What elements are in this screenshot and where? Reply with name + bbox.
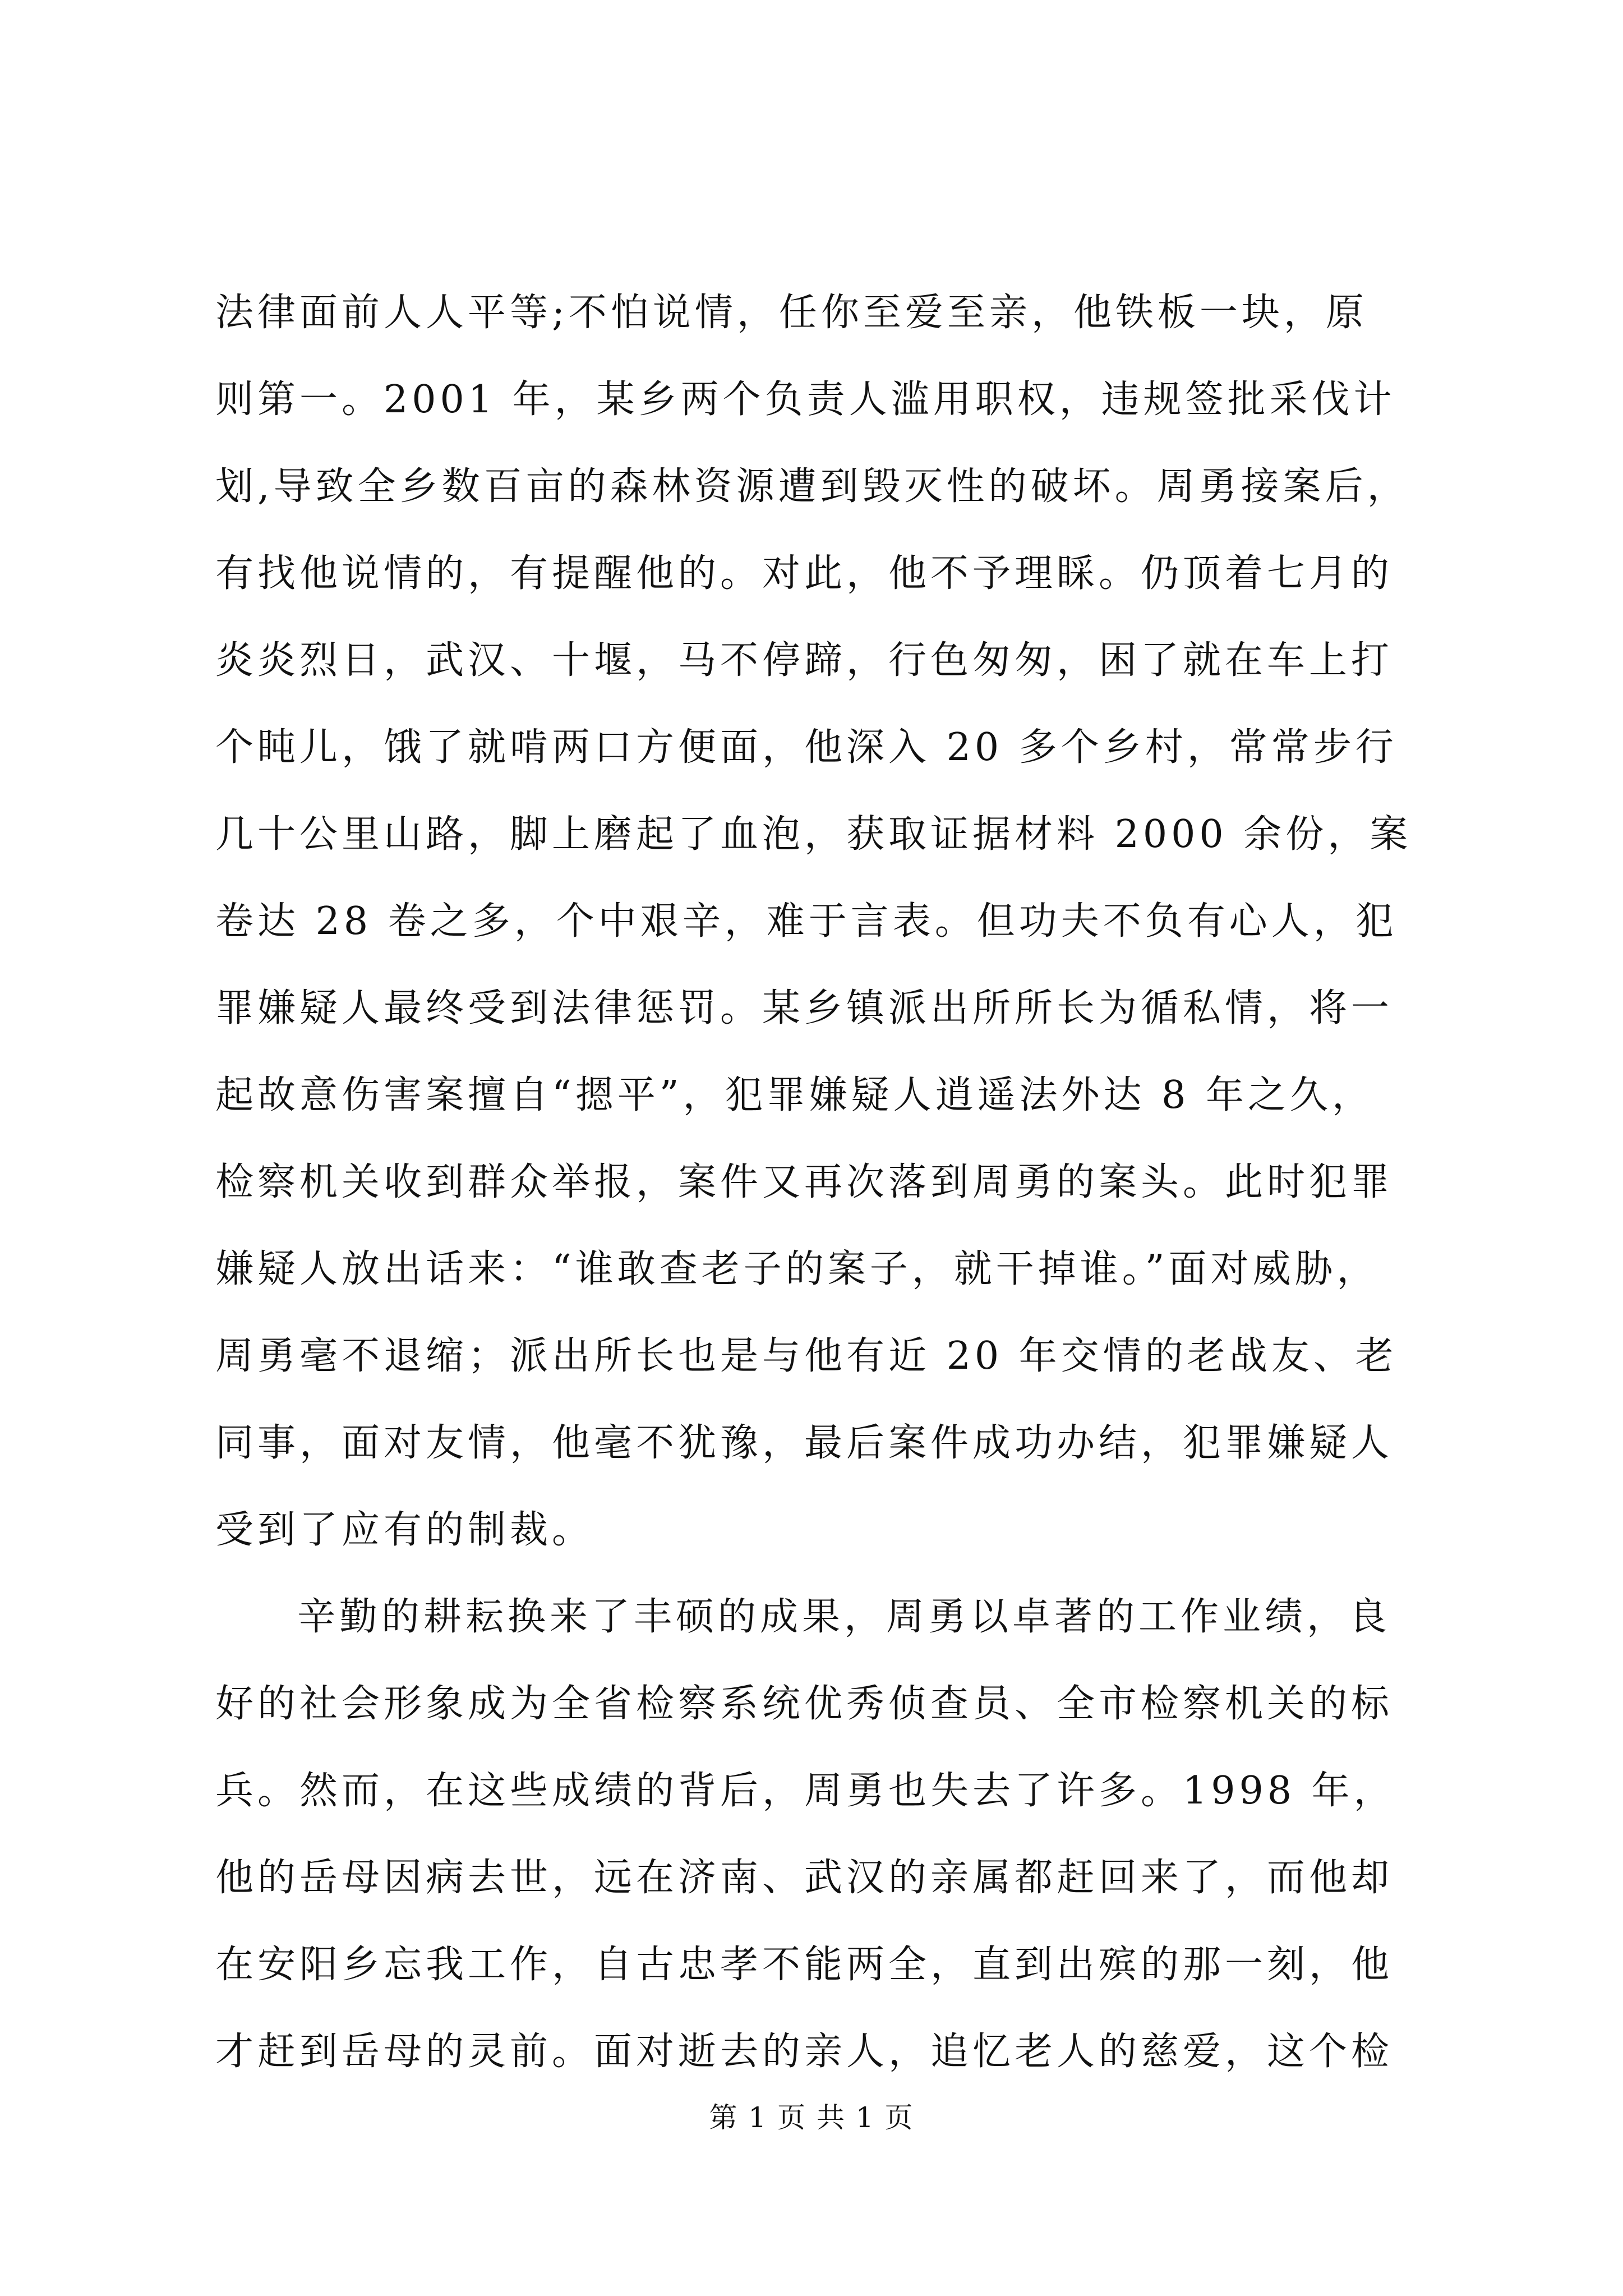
text-line: 嫌疑人放出话来：“谁敢查老子的案子，就干掉谁。”面对威胁， bbox=[215, 1247, 1379, 1291]
text-line: 则第一。2001 年，某乡两个负责人滥用职权，违规签批采伐计 bbox=[215, 378, 1396, 422]
body-text bbox=[215, 269, 1415, 2095]
page-number-footer: 第 1 页 共 1 页 bbox=[709, 2101, 914, 2134]
text-line: 几十公里山路，脚上磨起了血泡，获取证据材料 2000 余份，案 bbox=[215, 812, 1412, 857]
text-line: 检察机关收到群众举报，案件又再次落到周勇的案头。此时犯罪 bbox=[215, 1160, 1394, 1204]
text-line: 炎炎烈日，武汉、十堰，马不停蹄，行色匆匆，困了就在车上打 bbox=[215, 638, 1394, 683]
text-line: 罪嫌疑人最终受到法律惩罚。某乡镇派出所所长为循私情，将一 bbox=[215, 986, 1394, 1030]
text-line: 卷达 28 卷之多，个中艰辛，难于言表。但功夫不负有心人，犯 bbox=[215, 899, 1398, 944]
text-line: 同事，面对友情，他毫不犹豫，最后案件成功办结，犯罪嫌疑人 bbox=[215, 1421, 1394, 1465]
paragraph-first-line: 辛勤的耕耘换来了丰硕的成果，周勇以卓著的工作业绩，良 bbox=[297, 1595, 1391, 1639]
text-line: 好的社会形象成为全省检察系统优秀侦查员、全市检察机关的标 bbox=[215, 1682, 1394, 1726]
text-line: 划,导致全乡数百亩的森林资源遭到毁灭性的破坏。周勇接案后， bbox=[215, 464, 1409, 509]
text-line: 受到了应有的制裁。 bbox=[215, 1508, 594, 1552]
text-line: 在安阳乡忘我工作，自古忠孝不能两全，直到出殡的那一刻，他 bbox=[215, 1943, 1394, 1987]
text-line: 有找他说情的，有提醒他的。对此，他不予理睬。仍顶着七月的 bbox=[215, 551, 1394, 596]
text-line: 才赶到岳母的灵前。面对逝去的亲人，追忆老人的慈爱，这个检 bbox=[215, 2030, 1394, 2074]
text-line: 周勇毫不退缩；派出所长也是与他有近 20 年交情的老战友、老 bbox=[215, 1334, 1398, 1378]
text-line: 他的岳母因病去世，远在济南、武汉的亲属都赶回来了，而他却 bbox=[215, 1856, 1394, 1900]
text-line: 兵。然而，在这些成绩的背后，周勇也失去了许多。1998 年， bbox=[215, 1769, 1396, 1813]
text-line: 个盹儿，饿了就啃两口方便面，他深入 20 多个乡村，常常步行 bbox=[215, 725, 1398, 770]
text-line: 法律面前人人平等;不怕说情，任你至爱至亲，他铁板一块，原 bbox=[215, 291, 1368, 335]
text-line: 起故意伤害案擅自“摁平”，犯罪嫌疑人逍遥法外达 8 年之久， bbox=[215, 1073, 1375, 1117]
